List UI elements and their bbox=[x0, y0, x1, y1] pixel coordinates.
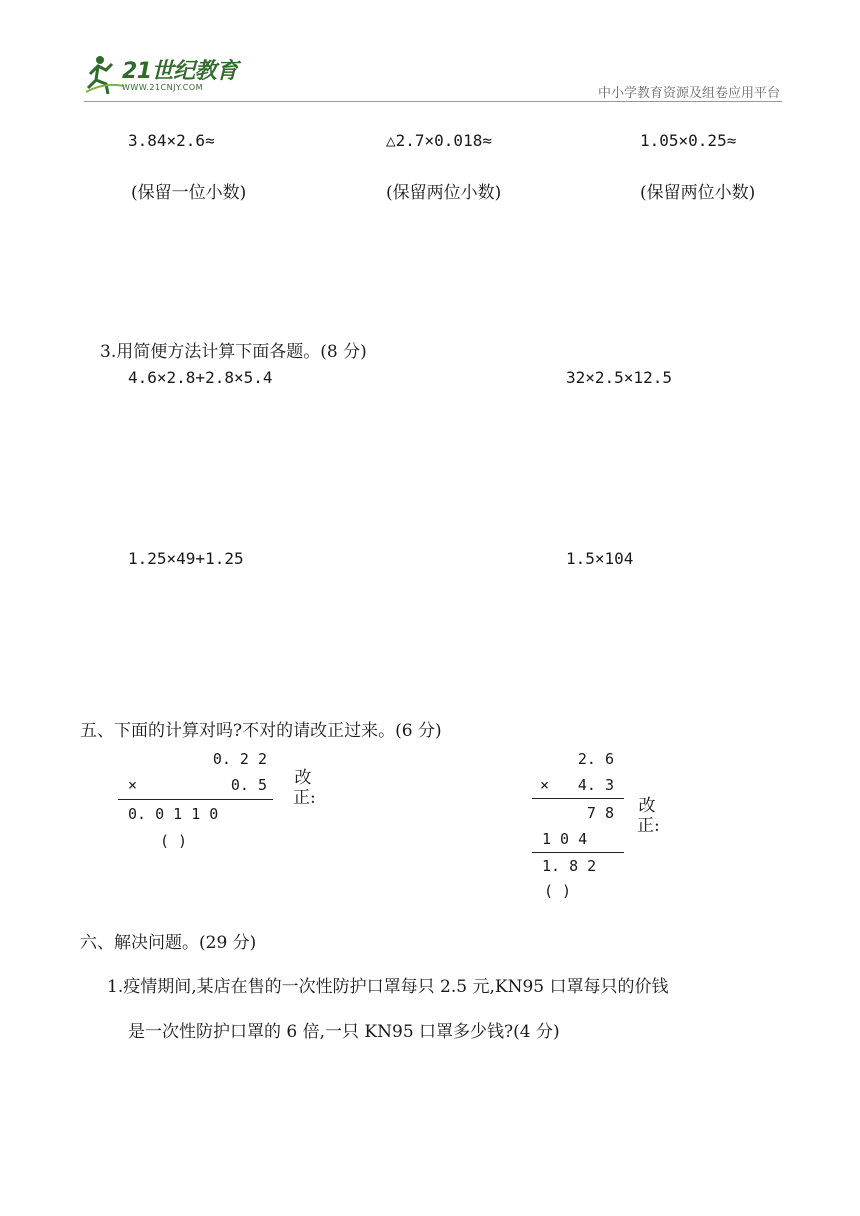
q3-item-3: 1.25×49+1.25 bbox=[128, 549, 244, 568]
estimate-expr-1: 3.84×2.6≈ bbox=[128, 131, 215, 150]
calc1-line bbox=[118, 799, 273, 800]
logo-text: 21世纪教育 bbox=[122, 59, 238, 84]
calc2-correct-label: 改正: bbox=[637, 796, 660, 836]
calc2-partial2: 1 0 4 bbox=[542, 830, 588, 848]
section6-title: 六、解决问题。(29 分) bbox=[80, 933, 257, 953]
calc1-op: × bbox=[128, 776, 138, 794]
estimate-note-3: (保留两位小数) bbox=[640, 183, 756, 203]
q3-item-1: 4.6×2.8+2.8×5.4 bbox=[128, 368, 273, 387]
calc2-line-2 bbox=[532, 852, 624, 853]
estimate-note-1: (保留一位小数) bbox=[131, 183, 247, 203]
vertical-calc-1 bbox=[118, 750, 273, 860]
calc1-mult: 0. 5 bbox=[230, 776, 267, 794]
section6-q1-line2: 是一次性防护口罩的 6 倍,一只 KN95 口罩多少钱?(4 分) bbox=[128, 1022, 560, 1042]
vertical-calc-2 bbox=[532, 750, 624, 910]
platform-name: 中小学教育资源及组卷应用平台 bbox=[597, 86, 780, 101]
calc1-top: 0. 2 2 bbox=[212, 750, 267, 768]
calc2-mult: 4. 3 bbox=[577, 776, 614, 794]
calc1-paren: ( ) bbox=[160, 832, 188, 850]
section5-title: 五、下面的计算对吗?不对的请改正过来。(6 分) bbox=[80, 721, 442, 741]
q3-title: 3.用简便方法计算下面各题。(8 分) bbox=[100, 342, 367, 362]
logo-url: WWW.21CNJY.COM bbox=[122, 83, 204, 92]
calc2-op: × bbox=[540, 776, 550, 794]
calc1-correct-label: 改正: bbox=[293, 768, 316, 808]
calc2-partial1: 7 8 bbox=[586, 804, 614, 822]
estimate-note-2: (保留两位小数) bbox=[386, 183, 502, 203]
calc2-top: 2. 6 bbox=[577, 750, 614, 768]
calc2-line-1 bbox=[532, 798, 624, 799]
estimate-expr-3: 1.05×0.25≈ bbox=[640, 131, 737, 150]
q3-item-2: 32×2.5×12.5 bbox=[566, 368, 672, 387]
calc2-paren: ( ) bbox=[544, 882, 572, 900]
calc1-result: 0. 0 1 1 0 bbox=[128, 805, 219, 823]
section6-q1-line1: 1.疫情期间,某店在售的一次性防护口罩每只 2.5 元,KN95 口罩每只的价钱 bbox=[107, 977, 669, 997]
q3-item-4: 1.5×104 bbox=[566, 549, 634, 568]
header-divider bbox=[84, 101, 782, 102]
estimate-expr-2: △2.7×0.018≈ bbox=[386, 131, 492, 150]
calc2-result: 1. 8 2 bbox=[542, 857, 597, 875]
